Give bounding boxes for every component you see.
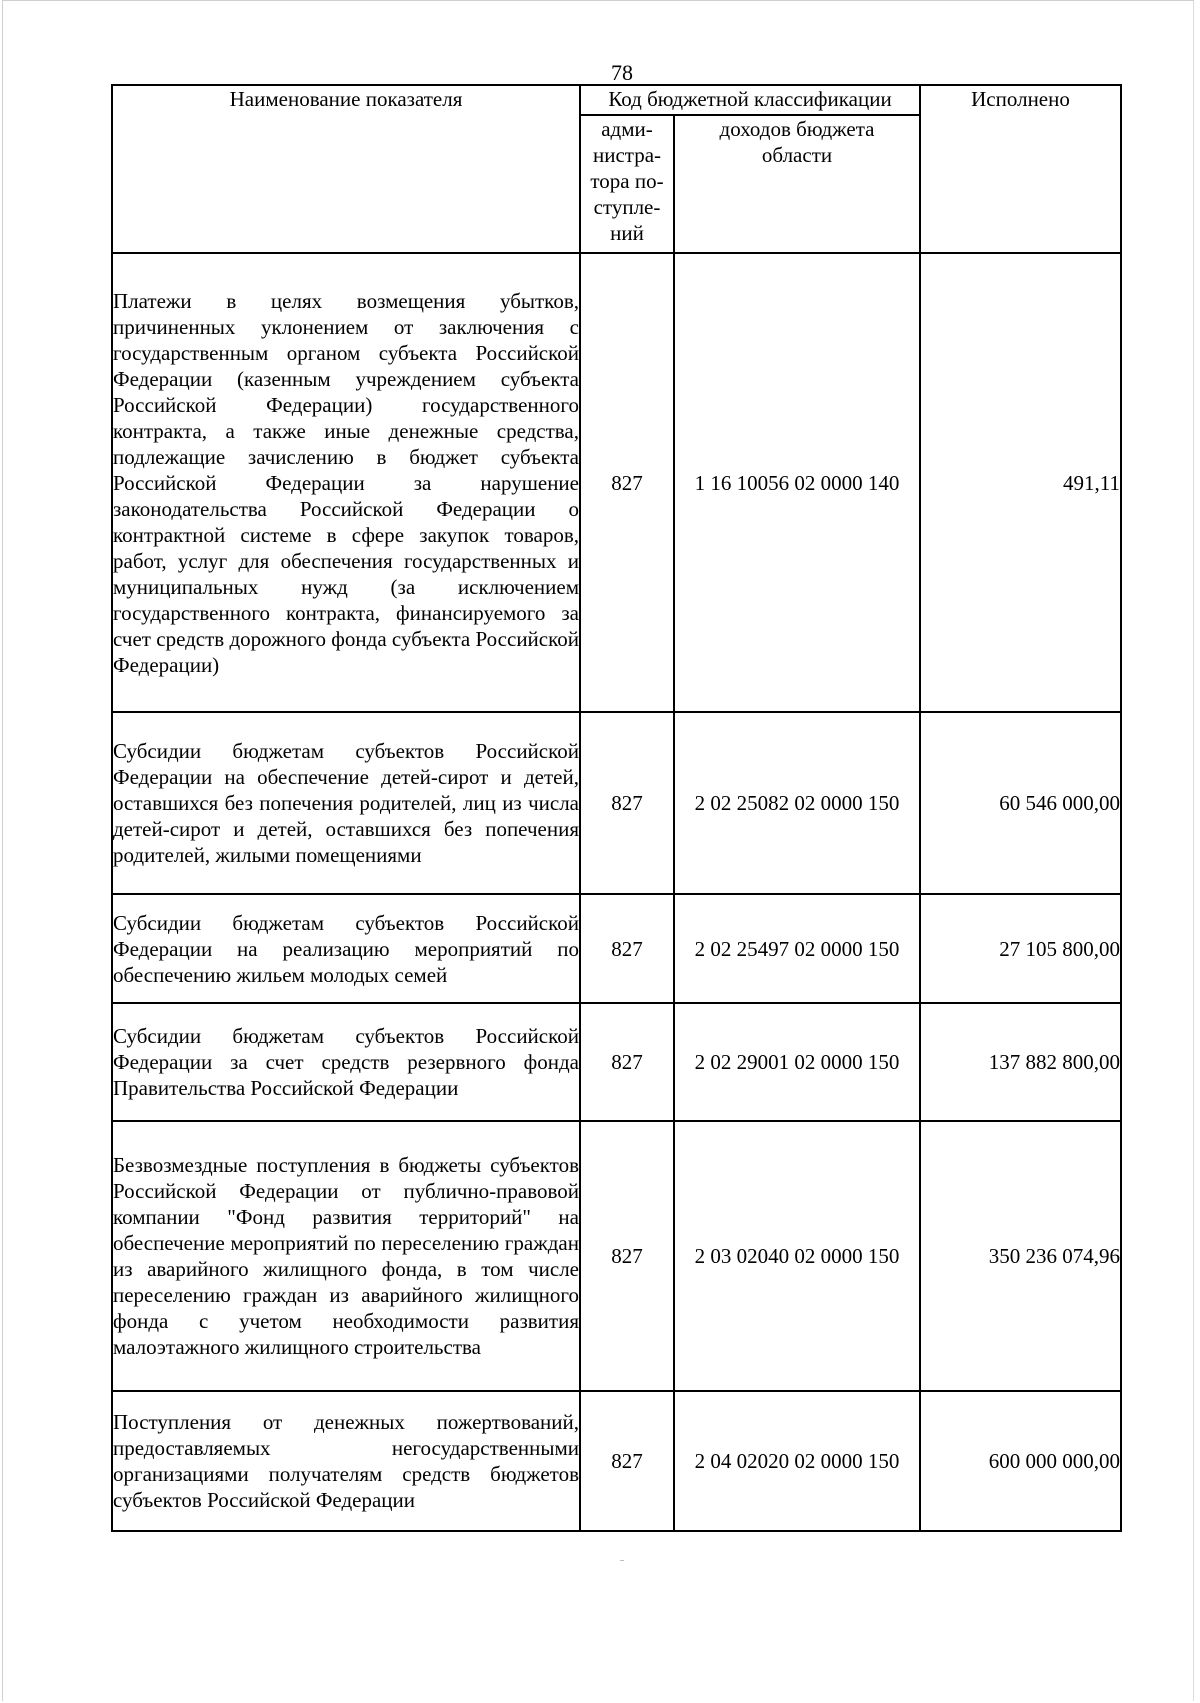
table-row: [112, 1003, 1121, 1121]
column-header-executed: Исполнено: [920, 85, 1121, 253]
row-amount: 27 105 800,00: [920, 894, 1121, 1003]
row-admin-code: 827: [580, 1391, 674, 1531]
header-row-1: [112, 85, 1121, 115]
column-header-name: Наименование показателя: [112, 85, 580, 253]
row-name: Субсидии бюджетам субъектов Российской Федерации за счет средств резервного фонда Правительства Российской Федерации: [112, 1003, 580, 1121]
table-row: [112, 1121, 1121, 1391]
row-classification-code: 1 16 10056 02 0000 140: [674, 253, 920, 712]
row-admin-code: 827: [580, 1003, 674, 1121]
row-admin-code: 827: [580, 712, 674, 894]
row-name: Платежи в целях возмещения убытков, причиненных уклонением от заключения с государственным органом субъекта Российской Федерации (казенным учреждением субъекта Российской Федерации) государственного контракта, а также иные денежные средства, подлежащие зачислению в бюджет субъекта Российской Федерации за нарушение законодательства Российской Федерации о контрактной системе в сфере закупок товаров, работ, услуг для обеспечения государственных и муниципальных нужд (за исключением государственного контракта, финансируемого за счет средств дорожного фонда субъекта Российской Федерации): [112, 253, 580, 712]
row-amount: 60 546 000,00: [920, 712, 1121, 894]
row-name: Субсидии бюджетам субъектов Российской Федерации на обеспечение детей-сирот и детей, оставшихся без попечения родителей, лиц из числа детей-сирот и детей, оставшихся без попечения родителей, жилыми помещениями: [112, 712, 580, 894]
row-classification-code: 2 02 25497 02 0000 150: [674, 894, 920, 1003]
table-row: [112, 894, 1121, 1003]
row-name: Безвозмездные поступления в бюджеты субъектов Российской Федерации от публично-правовой компании "Фонд развития территорий" на обеспечение мероприятий по переселению граждан из аварийного жилищного фонда, в том числе переселению граждан из аварийного жилищного фонда с учетом необходимости развития малоэтажного жилищного строительства: [112, 1121, 580, 1391]
row-amount: 350 236 074,96: [920, 1121, 1121, 1391]
table-row: [112, 253, 1121, 712]
page-number: 78: [611, 60, 633, 85]
row-amount: 600 000 000,00: [920, 1391, 1121, 1531]
row-admin-code: 827: [580, 253, 674, 712]
column-header-code-group: Код бюджетной классификации: [580, 85, 920, 115]
column-header-administrator: адми- нистра- тора по- ступле- ний: [580, 115, 674, 253]
row-admin-code: 827: [580, 894, 674, 1003]
table-row: [112, 712, 1121, 894]
budget-revenue-table: [111, 84, 1122, 1532]
row-admin-code: 827: [580, 1121, 674, 1391]
table-row: [112, 1391, 1121, 1531]
row-classification-code: 2 02 25082 02 0000 150: [674, 712, 920, 894]
scan-artifact: [620, 1560, 624, 1561]
row-amount: 137 882 800,00: [920, 1003, 1121, 1121]
column-header-revenue-code: доходов бюджета области: [674, 115, 920, 253]
row-amount: 491,11: [920, 253, 1121, 712]
row-classification-code: 2 02 29001 02 0000 150: [674, 1003, 920, 1121]
row-classification-code: 2 04 02020 02 0000 150: [674, 1391, 920, 1531]
row-name: Поступления от денежных пожертвований, предоставляемых негосударственными организациями получателям средств бюджетов субъектов Российской Федерации: [112, 1391, 580, 1531]
row-name: Субсидии бюджетам субъектов Российской Федерации на реализацию мероприятий по обеспечению жильем молодых семей: [112, 894, 580, 1003]
row-classification-code: 2 03 02040 02 0000 150: [674, 1121, 920, 1391]
